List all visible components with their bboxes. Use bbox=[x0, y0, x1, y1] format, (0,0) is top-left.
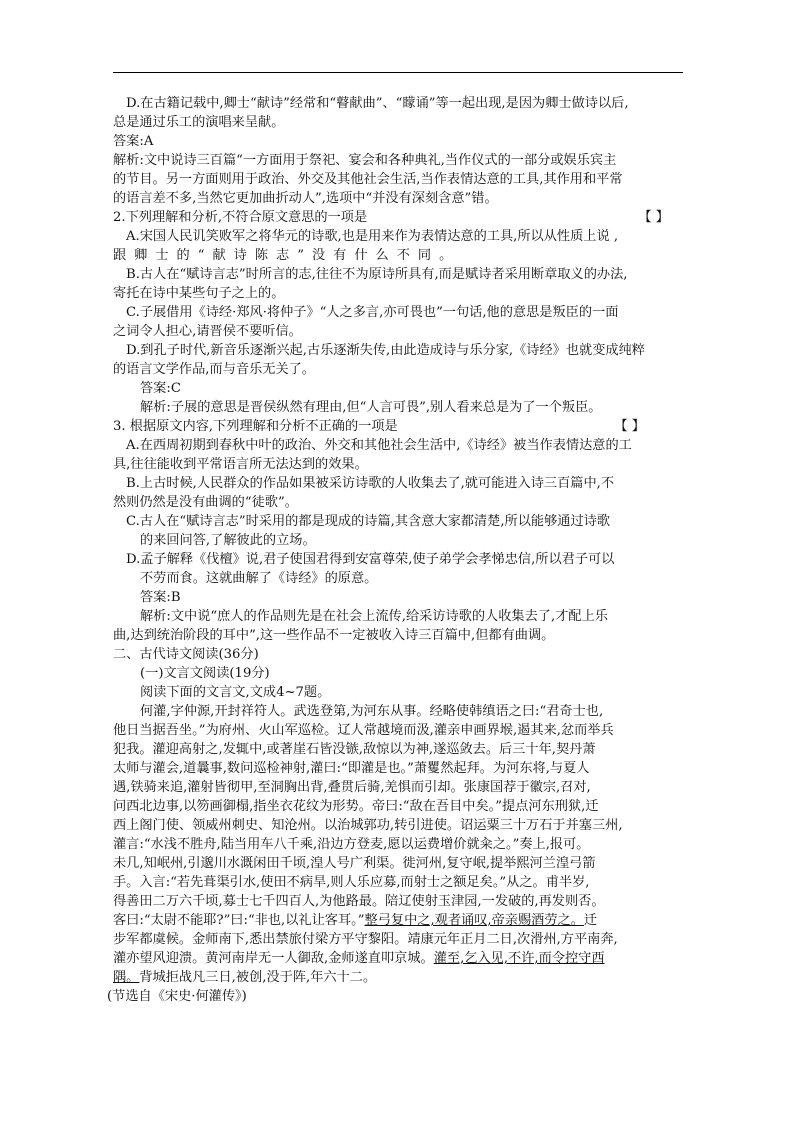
passage-line-6: 问西北边事,以笏画御榻,指坐衣花纹为形势。帝曰:“敌在吾目中矣。”提点河东刑狱,迁 bbox=[113, 799, 599, 814]
q3-option-a-line-1: A.在西周初期到春秋中叶的政治、外交和其他社会生活中,《诗经》被当作表情达意的工 bbox=[126, 438, 632, 453]
passage-line-15 bbox=[113, 968, 683, 987]
explanation-1-line-1: 解析:文中说诗三百篇“一方面用于祭祀、宴会和各种典礼,当作仪式的一部分或娱乐宾主 bbox=[113, 153, 617, 168]
passage-line-2: 他日当据吾坐。”为府州、火山军巡检。辽人常越境而汲,灌亲申画界堠,遏其来,忿而举兵 bbox=[113, 723, 614, 738]
header-rule bbox=[113, 72, 683, 73]
q3-option-b-line-1: B.上古时候,人民群众的作品如果被采访诗歌的人收集去了,就可能进入诗三百篇中,不 bbox=[126, 476, 615, 491]
passage-line-12-tail: 迁 bbox=[583, 913, 598, 928]
passage-line-14-text: 灌亦望风迎溃。黄河南岸无一人御敌,金师遂直叩京城。 bbox=[113, 951, 434, 966]
q2-option-d-line-2: 的语言文学作品,而与音乐无关了。 bbox=[113, 362, 316, 377]
answer-2: 答案:C bbox=[140, 381, 181, 396]
passage-line-12 bbox=[113, 911, 683, 930]
section-heading: 二、古代诗文阅读(36分) bbox=[113, 647, 259, 662]
explanation-1-line-2: 的节目。另一方面则用于政治、外交及其他社会生活,当作表情达意的工具,其作用和平常 bbox=[113, 172, 623, 187]
answer-3: 答案:B bbox=[140, 590, 181, 605]
underlined-sentence-2-end: 隅。 bbox=[113, 970, 140, 985]
answer-bracket-3: 【 】 bbox=[614, 419, 645, 434]
question-2-text: 2.下列理解和分析,不符合原文意思的一项是 bbox=[113, 210, 368, 225]
explanation-3-line-2: 曲,达到统治阶段的耳中”,这一些作品不一定被收入诗三百篇中,但都有曲调。 bbox=[113, 628, 555, 643]
q3-option-d-line-1: D.孟子解释《伐檀》说,君子使国君得到安富尊荣,使子弟学会孝悌忠信,所以君子可以 bbox=[126, 552, 615, 567]
explanation-1-line-3: 的语言差不多,当然它更加曲折动人”,选项中“并没有深刻含意”错。 bbox=[113, 191, 498, 206]
passage-line-12-text: 客曰:“太尉不能耶?”曰:“非也,以礼让客耳。” bbox=[113, 913, 365, 928]
passage-line-4: 太师与灌会,道曩事,数问巡检神射,灌曰:“即灌是也。”萧矍然起拜。为河东将,与夏人 bbox=[113, 761, 590, 776]
passage-line-1: 何灌,字仲源,开封祥符人。武选登第,为河东从事。经略使韩缜语之曰:“君奇士也, bbox=[140, 704, 604, 719]
question-3-text: 3. 根据原文内容,下列理解和分析不正确的一项是 bbox=[113, 419, 398, 434]
q2-option-d-line-1: D.到孔子时代,新音乐逐渐兴起,古乐逐渐失传,由此造成诗与乐分家,《诗经》也就变成纯粹 bbox=[126, 343, 645, 358]
underlined-sentence-1: 整弓复中之,观者诵叹,帝亲赐酒劳之。 bbox=[364, 913, 584, 928]
passage-line-11: 得善田二万六千顷,募士七千四百人,为他路最。陪辽使射玉津园,一发破的,再发则否。 bbox=[113, 894, 605, 909]
q2-option-c-line-2: 之词令人担心,请晋侯不要听信。 bbox=[113, 324, 302, 339]
q3-option-a-line-2: 具,往往能收到平常语言所无法达到的效果。 bbox=[113, 457, 368, 472]
q2-option-a-line-1: A.宋国人民讥笑败军之将华元的诗歌,也是用来作为表情达意的工具,所以从性质上说 , bbox=[126, 229, 619, 244]
passage-line-10: 手。入言:“若先葺渠引水,使田不病旱,则人乐应募,而射士之额足矣。”从之。甫半岁, bbox=[113, 875, 590, 890]
passage-line-13: 步军都虞候。金师南下,悉出禁旅付梁方平守黎阳。靖康元年正月二日,次滑州,方平南奔, bbox=[113, 932, 618, 947]
underlined-sentence-2: 灌至,乞入见,不许,而令控守西 bbox=[433, 951, 605, 966]
passage-line-14 bbox=[113, 949, 683, 968]
passage-line-8: 灌言:“水浅不胜舟,陆当用车八千乘,沿边方登麦,愿以运费增价就籴之。”奏上,报可。 bbox=[113, 837, 590, 852]
explanation-3-line-1: 解析:文中说“庶人的作品则先是在社会上流传,给采访诗歌的人收集去了,才配上乐 bbox=[140, 609, 608, 624]
subsection-heading: (一)文言文阅读(19分) bbox=[140, 666, 270, 681]
source-citation: (节选自《宋史·何灌传》) bbox=[107, 989, 247, 1004]
q3-option-b-line-2: 然则仍然是没有曲调的“徒歌”。 bbox=[113, 495, 298, 510]
q2-option-c-line-1: C.子展借用《诗经·郑风·将仲子》“人之多言,亦可畏也”一句话,他的意思是叛臣的一面 bbox=[126, 305, 619, 320]
q3-option-c-line-2: 的来回问答,了解彼此的立场。 bbox=[140, 533, 316, 548]
passage-line-3: 犯我。灌迎高射之,发辄中,或著崖石皆没镞,敌惊以为神,遂巡敛去。后三十年,契丹萧 bbox=[113, 742, 596, 757]
document-body bbox=[107, 94, 683, 1006]
answer-bracket-2: 【 】 bbox=[638, 210, 669, 225]
q2-option-b-line-2: 寄托在诗中某些句子之上的。 bbox=[113, 286, 285, 301]
option-d-line-2: 总是通过乐工的演唱来呈献。 bbox=[113, 115, 285, 130]
q2-option-b-line-1: B.古人在“赋诗言志”时所言的志,往往不为原诗所具有,而是赋诗者采用断章取义的办法, bbox=[126, 267, 628, 282]
passage-line-9: 未几,知岷州,引邈川水溉闲田千顷,湟人号广利渠。徙河州,复守岷,提举熙河兰湟弓箭 bbox=[113, 856, 596, 871]
explanation-2: 解析:子展的意思是晋侯纵然有理由,但“人言可畏”,别人看来总是为了一个叛臣。 bbox=[140, 400, 602, 415]
answer-1: 答案:A bbox=[113, 134, 154, 149]
q3-option-c-line-1: C.古人在“赋诗言志”时采用的都是现成的诗篇,其含意大家都清楚,所以能够通过诗歌 bbox=[126, 514, 611, 529]
q2-option-a-line-2: 跟卿士的“献诗陈志”没有什么不同。 bbox=[113, 248, 461, 263]
passage-line-15-text: 背城拒战凡三日,被创,没于阵,年六十二。 bbox=[139, 970, 377, 985]
question-2 bbox=[113, 208, 683, 227]
option-d-line-1: D.在古籍记载中,卿士“献诗”经常和“瞽献曲”、“矇诵”等一起出现,是因为卿士做诗以后, bbox=[126, 96, 629, 111]
reading-instruction: 阅读下面的文言文,文成4~7题。 bbox=[140, 685, 331, 700]
passage-line-5: 遇,铁骑来追,灌射皆彻甲,至洞胸出背,叠贯后骑,羌惧而引却。张康国荐于徽宗,召对, bbox=[113, 780, 591, 795]
question-3 bbox=[113, 417, 683, 436]
q3-option-d-line-2: 不劳而食。这就曲解了《诗经》的原意。 bbox=[140, 571, 378, 586]
passage-line-7: 西上阁门使、领威州刺史、知沧州。以治城郭功,转引进使。诏运粟三十万石于并塞三州, bbox=[113, 818, 623, 833]
